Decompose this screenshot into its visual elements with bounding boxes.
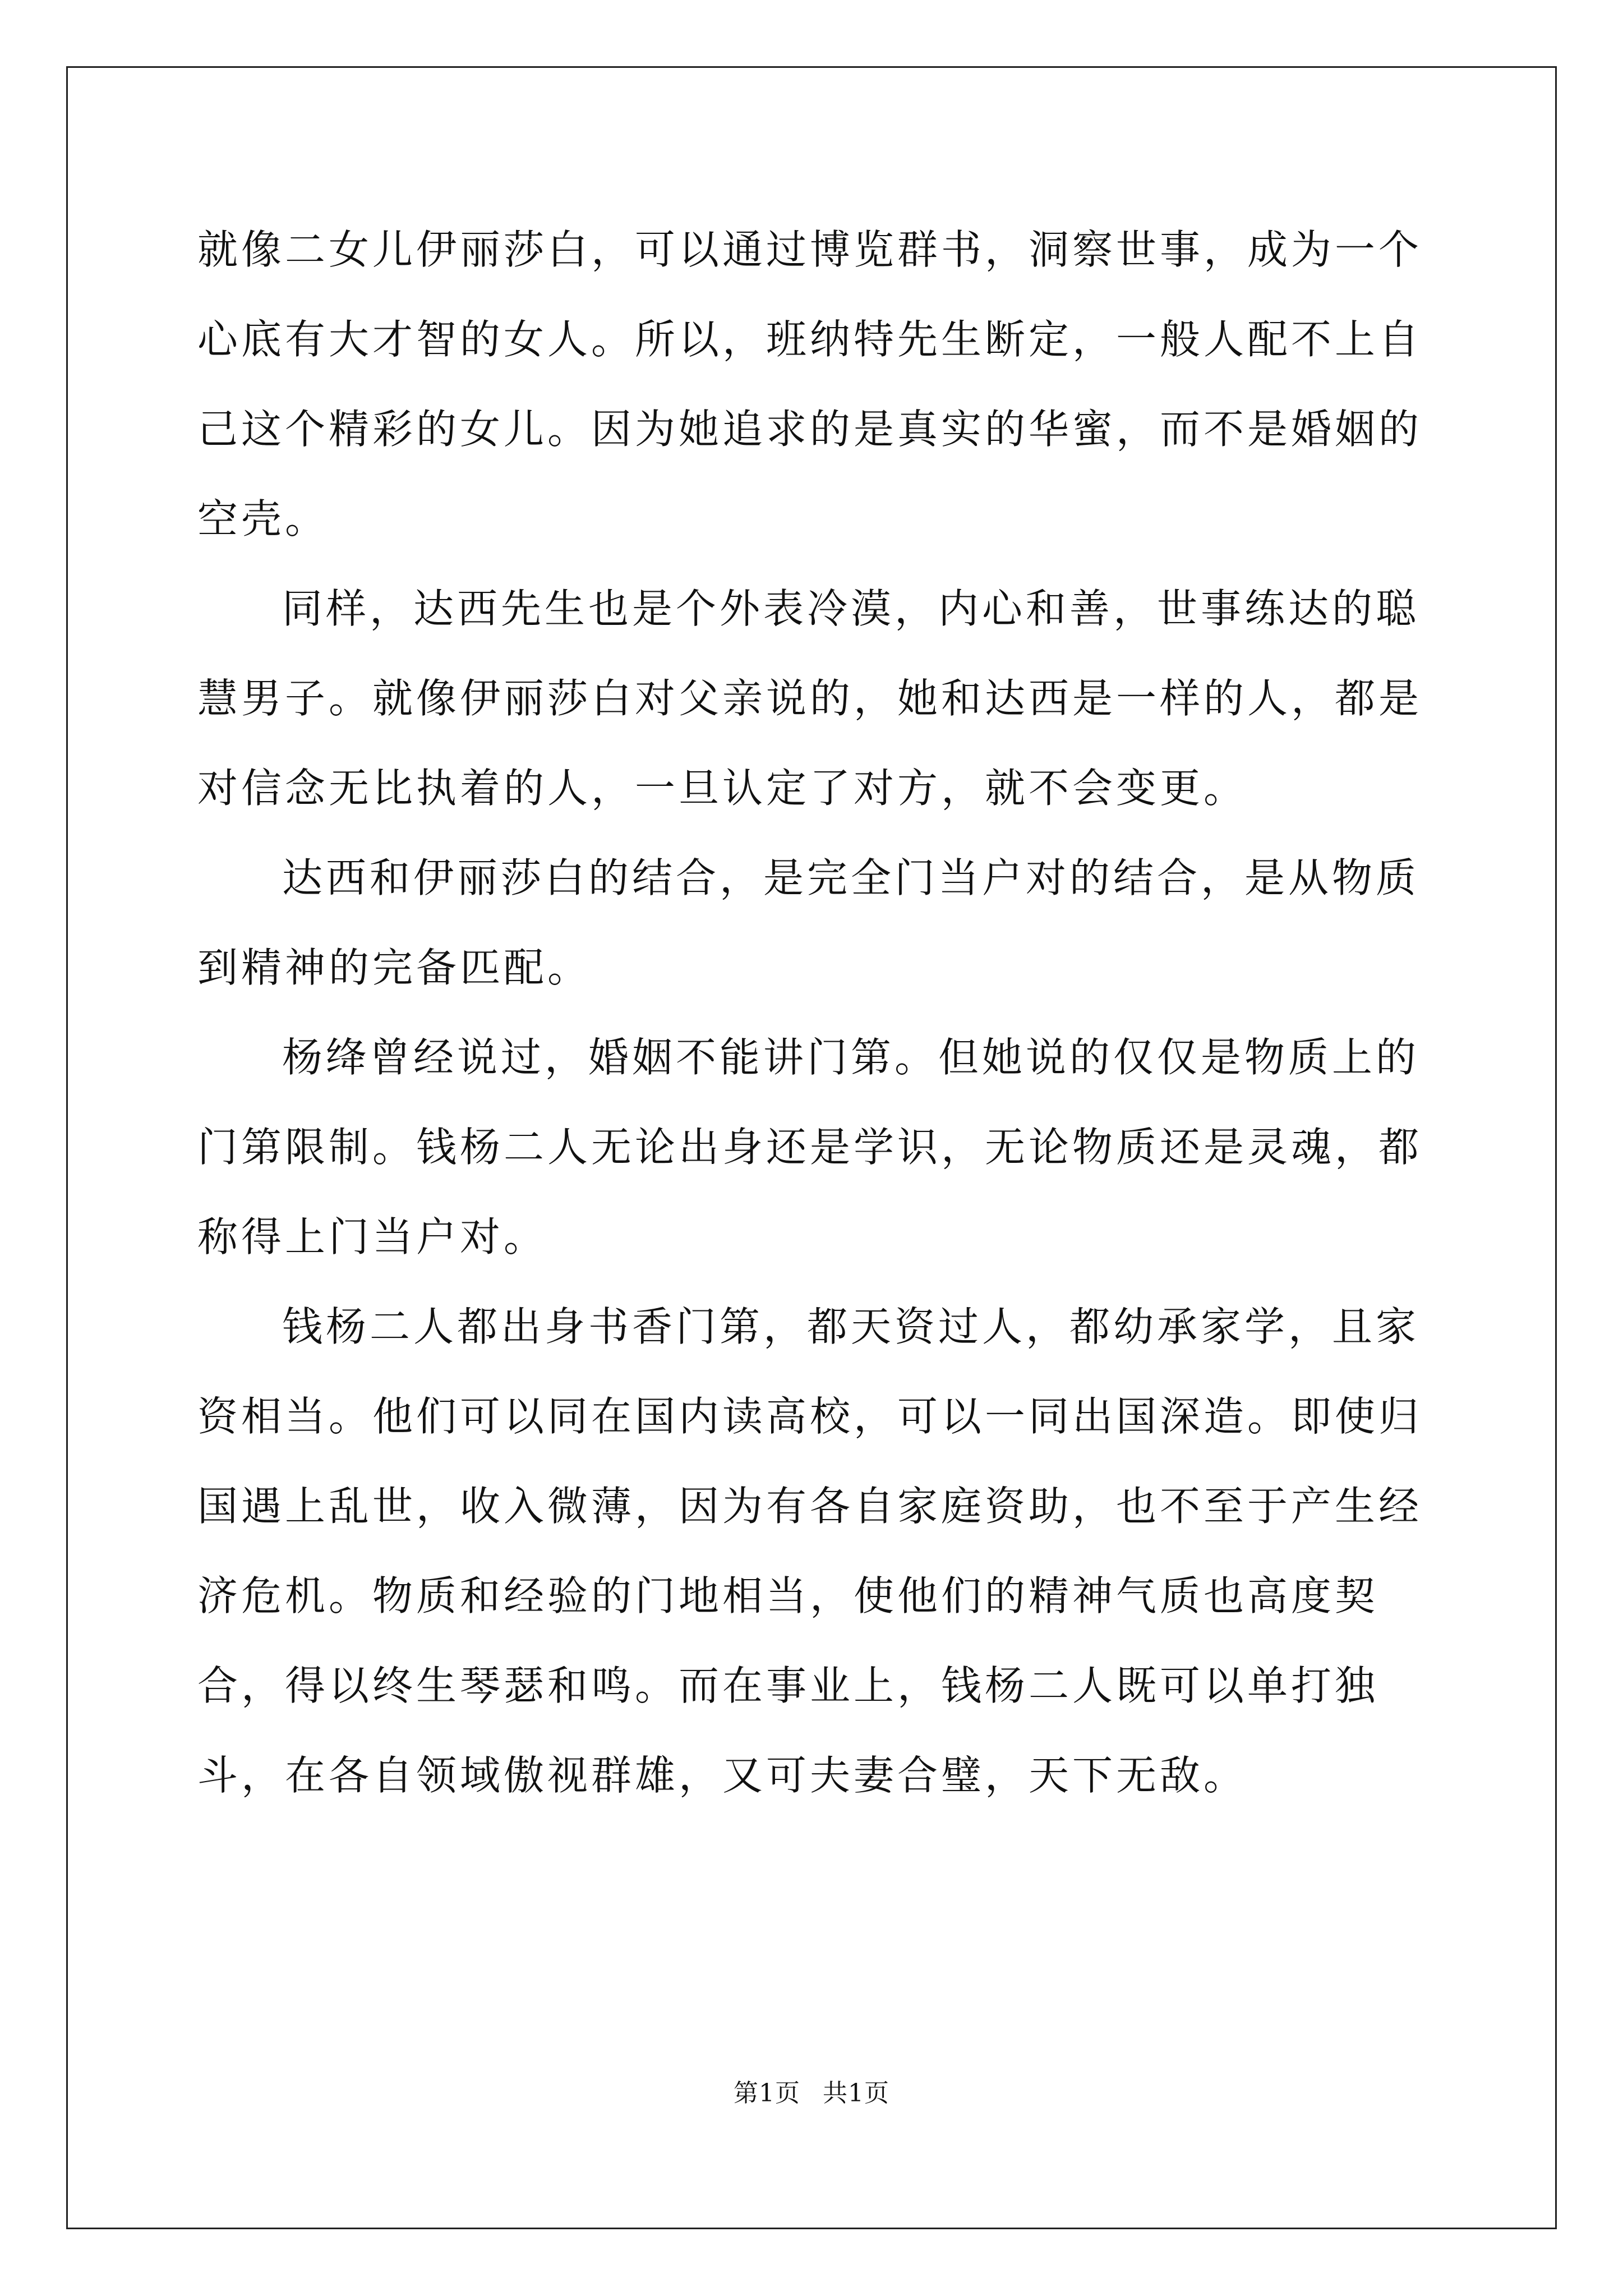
paragraph-3: 达西和伊丽莎白的结合，是完全门当户对的结合，是从物质到精神的完备匹配。 bbox=[197, 854, 1420, 991]
paragraph-2: 同样，达西先生也是个外表冷漠，内心和善，世事练达的聪慧男子。就像伊丽莎白对父亲说的，她和达西是一样的人，都是对信念无比执着的人，一旦认定了对方，就不会变更。 bbox=[197, 585, 1423, 812]
page-total: 共1页 bbox=[823, 2079, 889, 2108]
page-number: 第1页 bbox=[734, 2079, 800, 2108]
paragraph-1: 就像二女儿伊丽莎白，可以通过博览群书，洞察世事，成为一个心底有大才智的女人。所以，班纳特先生断定，一般人配不上自己这个精彩的女儿。因为她追求的是真实的华蜜，而不是婚姻的空壳。 bbox=[197, 226, 1423, 542]
paragraph-4: 杨绛曾经说过，婚姻不能讲门第。但她说的仅仅是物质上的门第限制。钱杨二人无论出身还是学识，无论物质还是灵魂，都称得上门当户对。 bbox=[197, 1034, 1423, 1260]
document-body bbox=[197, 205, 1431, 1820]
page-footer bbox=[0, 2073, 1623, 2109]
paragraph-5: 钱杨二人都出身书香门第，都天资过人，都幼承家学，且家资相当。他们可以同在国内读高校，可以一同出国深造。即使归国遇上乱世，收入微薄，因为有各自家庭资助，也不至于产生经济危机。物质和经验的门地相当，使他们的精神气质也高度契合，得以终生琴瑟和鸣。而在事业上，钱杨二人既可以单打独斗，在各自领域傲视群雄，又可夫妻合璧，天下无敌。 bbox=[197, 1303, 1423, 1799]
